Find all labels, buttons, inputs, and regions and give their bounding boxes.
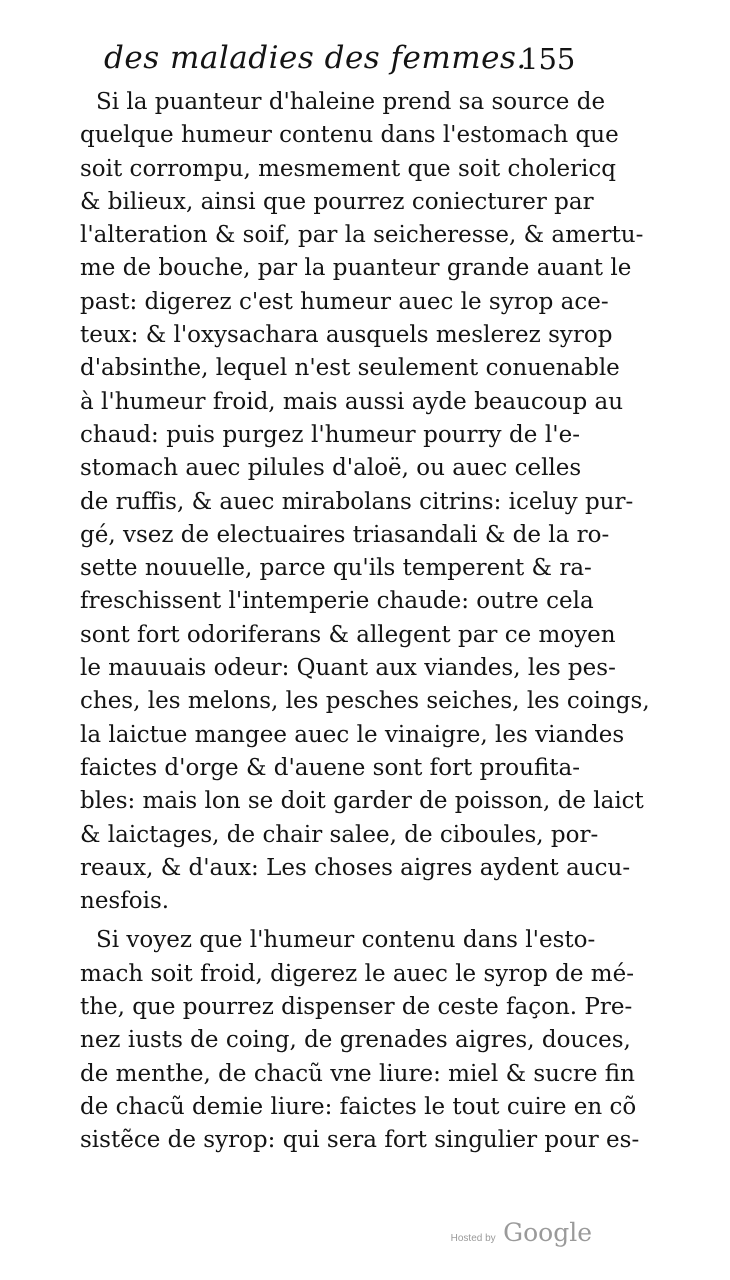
text-line: sistẽce de syrop: qui sera fort singulier pour es- xyxy=(80,1127,640,1154)
text-line: reaux, & d'aux: Les choses aigres aydent aucu- xyxy=(80,854,631,881)
text-line: bles: mais lon se doit garder de poisson, de laict xyxy=(80,788,644,815)
text-line: de menthe, de chacũ vne liure: miel & sucre fin xyxy=(80,1060,635,1087)
page-number: 155 xyxy=(520,42,576,76)
text-line: à l'humeur froid, mais aussi ayde beaucoup au xyxy=(80,388,624,415)
text-line: le mauuais odeur: Quant aux viandes, les pes- xyxy=(80,655,616,682)
text-line: freschissent l'intemperie chaude: outre cela xyxy=(80,588,594,615)
text-line: d'absinthe, lequel n'est seulement conuenable xyxy=(80,355,620,382)
paragraph xyxy=(80,86,650,918)
watermark-brand: Google xyxy=(503,1218,592,1247)
text-line: de chacũ demie liure: faictes le tout cuire en cõ xyxy=(80,1093,637,1120)
text-line: chaud: puis purgez l'humeur pourry de l'e- xyxy=(80,421,580,448)
text-line: gé, vsez de electuaires triasandali & de la ro- xyxy=(80,521,610,548)
text-line: de ruffis, & auec mirabolans citrins: iceluy pur- xyxy=(80,488,634,515)
page-header xyxy=(0,40,730,84)
text-line: Si voyez que l'humeur contenu dans l'esto- xyxy=(96,927,596,954)
text-line: soit corrompu, mesmement que soit cholericq xyxy=(80,155,617,182)
text-line: nesfois. xyxy=(80,888,170,915)
text-line: Si la puanteur d'haleine prend sa source de xyxy=(96,89,606,115)
text-line: nez iusts de coing, de grenades aigres, douces, xyxy=(80,1027,631,1054)
watermark-prefix: Hosted by xyxy=(450,1233,496,1244)
text-line: quelque humeur contenu dans l'estomach que xyxy=(80,122,619,149)
body-text xyxy=(80,86,650,1164)
text-line: la laictue mangee auec le vinaigre, les viandes xyxy=(80,721,625,748)
running-title: des maladies des femmes. xyxy=(104,40,527,76)
text-line: me de bouche, par la puanteur grande auant le xyxy=(80,255,632,282)
text-line: the, que pourrez dispenser de ceste façon. Pre- xyxy=(80,994,633,1021)
text-line: sette nouuelle, parce qu'ils temperent & ra- xyxy=(80,555,592,582)
text-line: l'alteration & soif, par la seicheresse, & amertu- xyxy=(80,222,644,249)
text-line: ches, les melons, les pesches seiches, les coings, xyxy=(80,688,650,715)
text-line: stomach auec pilules d'aloë, ou auec celles xyxy=(80,455,582,482)
text-line: & bilieux, ainsi que pourrez coniecturer par xyxy=(80,188,594,215)
text-line: mach soit froid, digerez le auec le syrop de mé- xyxy=(80,960,634,987)
text-line: past: digerez c'est humeur auec le syrop ace- xyxy=(80,288,609,315)
text-line: teux: & l'oxysachara ausquels meslerez syrop xyxy=(80,322,613,349)
paragraph xyxy=(80,924,640,1157)
text-line: faictes d'orge & d'auene sont fort proufita- xyxy=(80,754,581,781)
hosted-by-google-watermark xyxy=(451,1218,592,1247)
text-line: & laictages, de chair salee, de ciboules, por- xyxy=(80,821,599,848)
text-line: sont fort odoriferans & allegent par ce moyen xyxy=(80,621,616,648)
